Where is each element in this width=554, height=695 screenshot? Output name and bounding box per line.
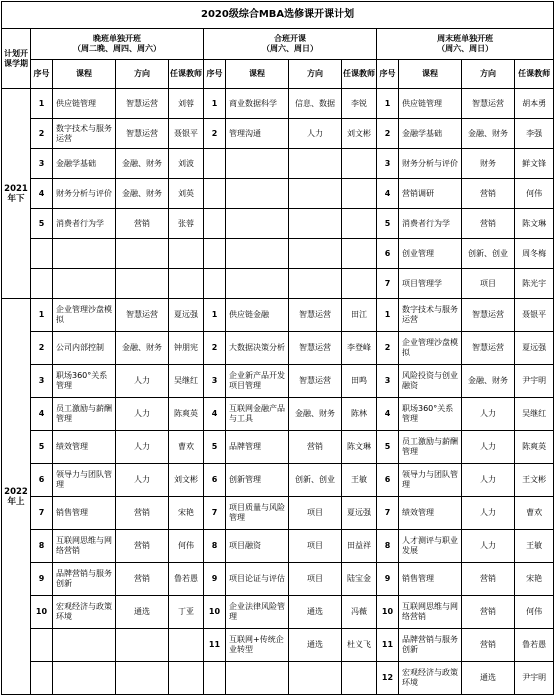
course-teacher: 田江 — [342, 299, 377, 332]
course-teacher — [169, 662, 204, 695]
course-no: 7 — [377, 269, 399, 299]
group-name: 合班开课 — [274, 34, 306, 43]
course-name: 领导力与团队管理 — [53, 464, 116, 497]
course-name: 项目管理学 — [399, 269, 462, 299]
course-direction: 人力 — [116, 365, 169, 398]
table-row — [2, 464, 554, 497]
course-no: 4 — [377, 398, 399, 431]
course-teacher: 宋艳 — [169, 497, 204, 530]
course-name: 管理沟通 — [226, 119, 289, 149]
course-teacher: 陈爽英 — [515, 431, 554, 464]
course-name: 品牌营销与服务创新 — [53, 563, 116, 596]
group-header-combined — [204, 29, 377, 60]
course-no — [204, 149, 226, 179]
course-name: 供应链管理 — [399, 89, 462, 119]
course-name — [226, 269, 289, 299]
table-row — [2, 431, 554, 464]
table-row — [2, 563, 554, 596]
course-teacher: 陈光宇 — [515, 269, 554, 299]
course-name: 金融学基础 — [53, 149, 116, 179]
course-name — [53, 239, 116, 269]
course-direction: 智慧运营 — [116, 299, 169, 332]
course-name: 企业管理沙盘模拟 — [53, 299, 116, 332]
course-no: 7 — [31, 497, 53, 530]
course-name: 销售管理 — [53, 497, 116, 530]
course-no: 7 — [377, 497, 399, 530]
course-teacher: 陈文琳 — [515, 209, 554, 239]
course-no: 4 — [31, 398, 53, 431]
course-no: 5 — [204, 431, 226, 464]
course-no — [204, 239, 226, 269]
course-name: 企业管理沙盘模拟 — [399, 332, 462, 365]
course-name: 数字技术与服务运营 — [399, 299, 462, 332]
course-teacher: 刘英 — [169, 179, 204, 209]
course-no — [204, 209, 226, 239]
table-row — [2, 209, 554, 239]
course-direction: 智慧运营 — [289, 365, 342, 398]
course-direction: 通选 — [116, 596, 169, 629]
course-direction: 金融、财务 — [462, 365, 515, 398]
course-name: 绩效管理 — [53, 431, 116, 464]
course-name: 职场360°关系管理 — [53, 365, 116, 398]
course-name: 营销调研 — [399, 179, 462, 209]
table-row — [2, 530, 554, 563]
course-direction — [289, 239, 342, 269]
course-direction: 智慧运营 — [116, 119, 169, 149]
course-teacher: 陆宝金 — [342, 563, 377, 596]
course-name: 互联网思维与网络营销 — [53, 530, 116, 563]
course-teacher — [342, 662, 377, 695]
course-teacher — [342, 239, 377, 269]
course-direction: 营销 — [462, 179, 515, 209]
course-teacher: 尹宇明 — [515, 662, 554, 695]
course-no: 3 — [31, 365, 53, 398]
col-header-course: 课程 — [399, 60, 462, 89]
course-direction: 人力 — [116, 431, 169, 464]
course-direction: 项目 — [462, 269, 515, 299]
semester-label: 2021年下 — [2, 89, 31, 299]
course-name: 创新管理 — [226, 464, 289, 497]
course-teacher: 曹欢 — [169, 431, 204, 464]
course-teacher: 夏远强 — [515, 332, 554, 365]
course-teacher: 鲁若愚 — [169, 563, 204, 596]
course-teacher: 何伟 — [515, 596, 554, 629]
course-no: 8 — [204, 530, 226, 563]
course-teacher: 何伟 — [515, 179, 554, 209]
course-no: 6 — [31, 464, 53, 497]
course-teacher: 李锐 — [342, 89, 377, 119]
course-no: 1 — [377, 89, 399, 119]
course-no: 11 — [204, 629, 226, 662]
course-direction: 人力 — [462, 497, 515, 530]
group-header-evening — [31, 29, 204, 60]
course-teacher — [342, 209, 377, 239]
course-direction — [116, 269, 169, 299]
course-no: 5 — [31, 431, 53, 464]
course-direction: 营销 — [462, 563, 515, 596]
course-direction — [289, 662, 342, 695]
table-row — [2, 239, 554, 269]
course-no — [31, 239, 53, 269]
course-teacher: 刘波 — [169, 149, 204, 179]
course-direction: 营销 — [462, 596, 515, 629]
course-direction — [289, 209, 342, 239]
course-direction: 人力 — [116, 398, 169, 431]
page-title: 2020级综合MBA选修课开课计划 — [2, 2, 554, 29]
course-teacher: 胡本勇 — [515, 89, 554, 119]
course-direction: 智慧运营 — [462, 332, 515, 365]
course-name: 企业新产品开发项目管理 — [226, 365, 289, 398]
course-name: 宏观经济与政策环境 — [399, 662, 462, 695]
course-no: 4 — [377, 179, 399, 209]
course-no: 12 — [377, 662, 399, 695]
course-direction: 通选 — [289, 596, 342, 629]
course-no: 9 — [204, 563, 226, 596]
course-direction: 人力 — [116, 464, 169, 497]
course-direction: 营销 — [116, 209, 169, 239]
course-name: 供应链管理 — [53, 89, 116, 119]
table-row — [2, 497, 554, 530]
course-direction: 人力 — [462, 464, 515, 497]
table-row — [2, 179, 554, 209]
col-header-direction: 方向 — [289, 60, 342, 89]
course-no — [204, 269, 226, 299]
table-row — [2, 596, 554, 629]
table-row — [2, 299, 554, 332]
course-teacher: 陈文琳 — [342, 431, 377, 464]
course-no: 5 — [377, 431, 399, 464]
course-teacher: 丁亚 — [169, 596, 204, 629]
course-no: 1 — [377, 299, 399, 332]
course-no: 2 — [377, 119, 399, 149]
course-direction: 人力 — [462, 398, 515, 431]
course-direction: 创新、创业 — [462, 239, 515, 269]
group-name: 晚班单独开班 — [93, 34, 141, 43]
course-name: 创业管理 — [399, 239, 462, 269]
group-days: （周二晚、周四、周六） — [73, 44, 161, 53]
course-name — [226, 239, 289, 269]
course-teacher: 夏远强 — [342, 497, 377, 530]
course-name: 品牌管理 — [226, 431, 289, 464]
col-header-no: 序号 — [377, 60, 399, 89]
group-name: 周末班单独开班 — [437, 34, 494, 43]
course-teacher: 鲁若愚 — [515, 629, 554, 662]
course-name: 员工激励与薪酬管理 — [53, 398, 116, 431]
course-teacher: 田鸣 — [342, 365, 377, 398]
course-teacher: 陈爽英 — [169, 398, 204, 431]
course-teacher — [342, 179, 377, 209]
course-no: 6 — [377, 239, 399, 269]
course-name — [53, 629, 116, 662]
course-direction: 营销 — [462, 629, 515, 662]
course-name — [226, 179, 289, 209]
course-direction: 金融、财务 — [116, 179, 169, 209]
course-teacher: 冯薇 — [342, 596, 377, 629]
course-direction: 项目 — [289, 497, 342, 530]
course-no: 3 — [31, 149, 53, 179]
course-no: 8 — [31, 530, 53, 563]
col-header-no: 序号 — [204, 60, 226, 89]
course-name: 人才测评与职业发展 — [399, 530, 462, 563]
course-teacher — [342, 269, 377, 299]
course-direction: 金融、财务 — [116, 332, 169, 365]
course-teacher: 吴继红 — [515, 398, 554, 431]
col-header-course: 课程 — [53, 60, 116, 89]
course-teacher: 曹欢 — [515, 497, 554, 530]
course-teacher: 李登峰 — [342, 332, 377, 365]
table-row — [2, 89, 554, 119]
course-no: 1 — [204, 299, 226, 332]
course-direction — [116, 662, 169, 695]
course-name: 消费者行为学 — [399, 209, 462, 239]
course-name: 销售管理 — [399, 563, 462, 596]
table-row — [2, 149, 554, 179]
course-teacher: 吴继红 — [169, 365, 204, 398]
course-teacher: 王文彬 — [515, 464, 554, 497]
table-row — [2, 365, 554, 398]
course-no: 8 — [377, 530, 399, 563]
course-teacher — [342, 149, 377, 179]
col-header-direction: 方向 — [116, 60, 169, 89]
course-teacher: 张蓉 — [169, 209, 204, 239]
course-teacher: 周冬梅 — [515, 239, 554, 269]
course-plan-table — [1, 1, 554, 695]
table-row — [2, 629, 554, 662]
course-no: 2 — [204, 332, 226, 365]
col-header-no: 序号 — [31, 60, 53, 89]
course-direction: 通选 — [462, 662, 515, 695]
course-no: 3 — [377, 365, 399, 398]
course-no: 1 — [31, 89, 53, 119]
course-name — [226, 209, 289, 239]
course-direction: 营销 — [116, 497, 169, 530]
course-teacher — [169, 269, 204, 299]
course-direction: 智慧运营 — [289, 299, 342, 332]
course-no — [31, 269, 53, 299]
course-name: 商业数据科学 — [226, 89, 289, 119]
group-days: （周六、周日） — [437, 44, 494, 53]
course-name: 大数据决策分析 — [226, 332, 289, 365]
course-name: 员工激励与薪酬管理 — [399, 431, 462, 464]
course-name: 互联网思维与网络营销 — [399, 596, 462, 629]
table-row — [2, 332, 554, 365]
course-no: 2 — [377, 332, 399, 365]
course-name: 职场360°关系管理 — [399, 398, 462, 431]
table-row — [2, 398, 554, 431]
course-name: 互联网金融产品与工具 — [226, 398, 289, 431]
course-name: 项目论证与评估 — [226, 563, 289, 596]
course-teacher: 王敏 — [342, 464, 377, 497]
course-name — [226, 149, 289, 179]
course-name — [53, 662, 116, 695]
course-name: 领导力与团队管理 — [399, 464, 462, 497]
course-name: 财务分析与评价 — [399, 149, 462, 179]
course-direction — [289, 149, 342, 179]
course-teacher: 鲜文锋 — [515, 149, 554, 179]
group-days: （周六、周日） — [262, 44, 318, 53]
course-teacher: 尹宇明 — [515, 365, 554, 398]
course-no: 3 — [204, 365, 226, 398]
course-teacher: 陈林 — [342, 398, 377, 431]
course-direction: 项目 — [289, 530, 342, 563]
course-direction — [289, 179, 342, 209]
table-row — [2, 269, 554, 299]
course-no: 5 — [377, 209, 399, 239]
course-name: 项目融资 — [226, 530, 289, 563]
course-name: 数字技术与服务运营 — [53, 119, 116, 149]
course-no: 2 — [204, 119, 226, 149]
course-teacher: 聂银平 — [515, 299, 554, 332]
table-row — [2, 119, 554, 149]
course-no: 4 — [31, 179, 53, 209]
course-direction: 智慧运营 — [116, 89, 169, 119]
course-name: 项目质量与风险管理 — [226, 497, 289, 530]
course-name: 公司内部控制 — [53, 332, 116, 365]
course-direction: 智慧运营 — [462, 299, 515, 332]
course-no: 9 — [31, 563, 53, 596]
course-no: 1 — [31, 299, 53, 332]
course-teacher: 聂银平 — [169, 119, 204, 149]
table-row — [2, 662, 554, 695]
course-no: 9 — [377, 563, 399, 596]
course-teacher: 宋艳 — [515, 563, 554, 596]
course-teacher: 田益祥 — [342, 530, 377, 563]
course-direction: 金融、财务 — [462, 119, 515, 149]
course-teacher: 何伟 — [169, 530, 204, 563]
course-name: 宏观经济与政策环境 — [53, 596, 116, 629]
course-no: 11 — [377, 629, 399, 662]
course-direction: 营销 — [462, 209, 515, 239]
semester-header: 计划开课学期 — [2, 29, 31, 89]
col-header-teacher: 任课教师 — [169, 60, 204, 89]
course-name: 金融学基础 — [399, 119, 462, 149]
course-teacher: 王敏 — [515, 530, 554, 563]
course-no — [204, 662, 226, 695]
course-no: 2 — [31, 119, 53, 149]
course-teacher: 夏远强 — [169, 299, 204, 332]
course-name — [53, 269, 116, 299]
course-no — [204, 179, 226, 209]
course-no — [31, 662, 53, 695]
course-teacher: 杜义飞 — [342, 629, 377, 662]
course-name: 供应链金融 — [226, 299, 289, 332]
course-direction: 智慧运营 — [462, 89, 515, 119]
course-teacher: 刘文彬 — [169, 464, 204, 497]
course-teacher — [169, 239, 204, 269]
course-direction: 人力 — [462, 431, 515, 464]
course-no: 4 — [204, 398, 226, 431]
course-teacher: 刘文彬 — [342, 119, 377, 149]
course-direction: 营销 — [289, 431, 342, 464]
course-no: 6 — [204, 464, 226, 497]
course-direction: 人力 — [289, 119, 342, 149]
col-header-teacher: 任课教师 — [515, 60, 554, 89]
course-no: 10 — [377, 596, 399, 629]
course-no: 2 — [31, 332, 53, 365]
course-no — [31, 629, 53, 662]
course-name: 企业法律风险管理 — [226, 596, 289, 629]
course-teacher: 钟朋宪 — [169, 332, 204, 365]
semester-label: 2022年上 — [2, 299, 31, 695]
course-name: 品牌营销与服务创新 — [399, 629, 462, 662]
group-header-weekend — [377, 29, 554, 60]
course-direction — [289, 269, 342, 299]
course-name: 绩效管理 — [399, 497, 462, 530]
course-no: 10 — [204, 596, 226, 629]
course-direction: 人力 — [462, 530, 515, 563]
course-name: 风险投资与创业融资 — [399, 365, 462, 398]
course-direction: 项目 — [289, 563, 342, 596]
course-name: 财务分析与评价 — [53, 179, 116, 209]
course-direction: 创新、创业 — [289, 464, 342, 497]
course-no: 1 — [204, 89, 226, 119]
course-direction: 信息、数据 — [289, 89, 342, 119]
course-direction: 财务 — [462, 149, 515, 179]
course-no: 7 — [204, 497, 226, 530]
course-no: 5 — [31, 209, 53, 239]
course-teacher: 刘蓉 — [169, 89, 204, 119]
course-direction — [116, 629, 169, 662]
col-header-course: 课程 — [226, 60, 289, 89]
course-no: 6 — [377, 464, 399, 497]
course-name: 消费者行为学 — [53, 209, 116, 239]
course-no: 10 — [31, 596, 53, 629]
course-name — [226, 662, 289, 695]
course-direction: 营销 — [116, 563, 169, 596]
course-direction: 金融、财务 — [289, 398, 342, 431]
course-direction: 营销 — [116, 530, 169, 563]
course-name: 互联网+传统企业转型 — [226, 629, 289, 662]
course-teacher — [169, 629, 204, 662]
course-no: 3 — [377, 149, 399, 179]
course-direction: 智慧运营 — [289, 332, 342, 365]
course-direction: 通选 — [289, 629, 342, 662]
col-header-teacher: 任课教师 — [342, 60, 377, 89]
col-header-direction: 方向 — [462, 60, 515, 89]
course-direction: 金融、财务 — [116, 149, 169, 179]
course-teacher: 李强 — [515, 119, 554, 149]
course-direction — [116, 239, 169, 269]
